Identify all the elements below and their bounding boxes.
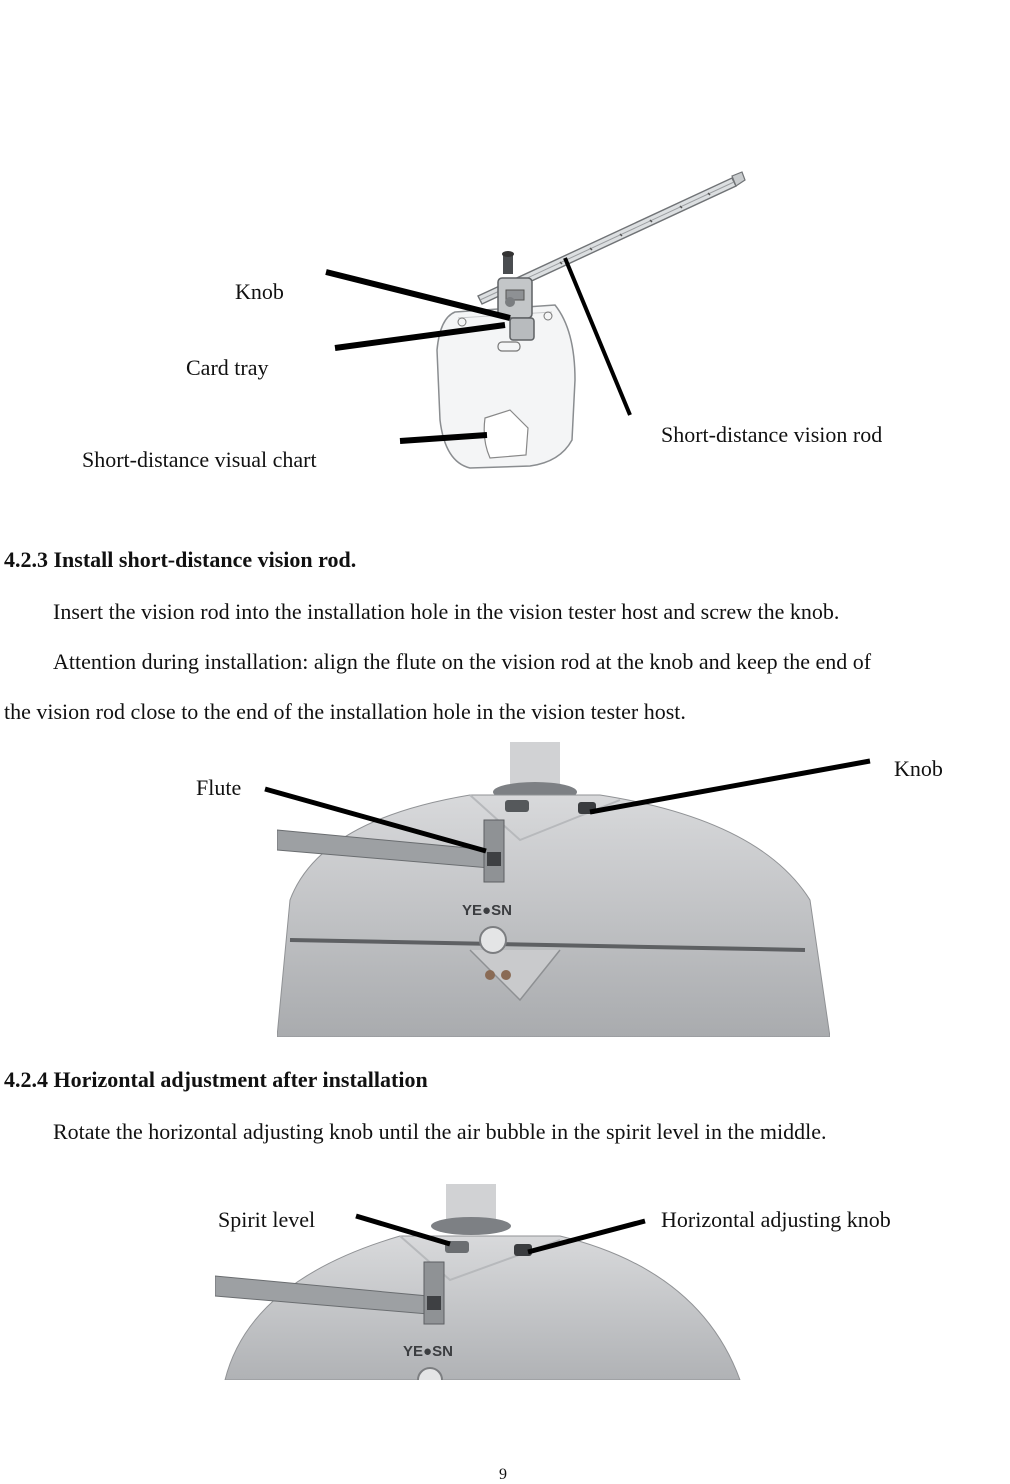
paragraph-insert-rod: Insert the vision rod into the installation hole in the vision tester host and screw the knob. <box>53 599 840 624</box>
paragraph-attention-line1: Attention during installation: align the flute on the vision rod at the knob and keep the end of <box>53 649 872 674</box>
label-visual-chart: Short-distance visual chart <box>82 447 317 472</box>
label-card-tray: Card tray <box>186 355 269 380</box>
label-horizontal-adjusting-knob: Horizontal adjusting knob <box>661 1207 891 1232</box>
label-knob-2: Knob <box>894 756 943 781</box>
label-spirit-level: Spirit level <box>218 1207 316 1232</box>
paragraph-rotate-knob: Rotate the horizontal adjusting knob until the air bubble in the spirit level in the middle. <box>53 1119 827 1144</box>
label-vision-rod: Short-distance vision rod <box>661 422 883 447</box>
page-number: 9 <box>499 1466 507 1483</box>
label-flute: Flute <box>196 775 242 800</box>
brand-logo-text-2: YE●SN <box>403 1343 453 1360</box>
section-heading-4-2-3: 4.2.3 Install short-distance vision rod. <box>4 547 357 572</box>
label-knob: Knob <box>235 279 284 304</box>
section-heading-4-2-4: 4.2.4 Horizontal adjustment after installation <box>4 1067 428 1092</box>
brand-logo-text: YE●SN <box>462 902 512 919</box>
paragraph-attention-line2: the vision rod close to the end of the installation hole in the vision tester host. <box>4 699 686 724</box>
